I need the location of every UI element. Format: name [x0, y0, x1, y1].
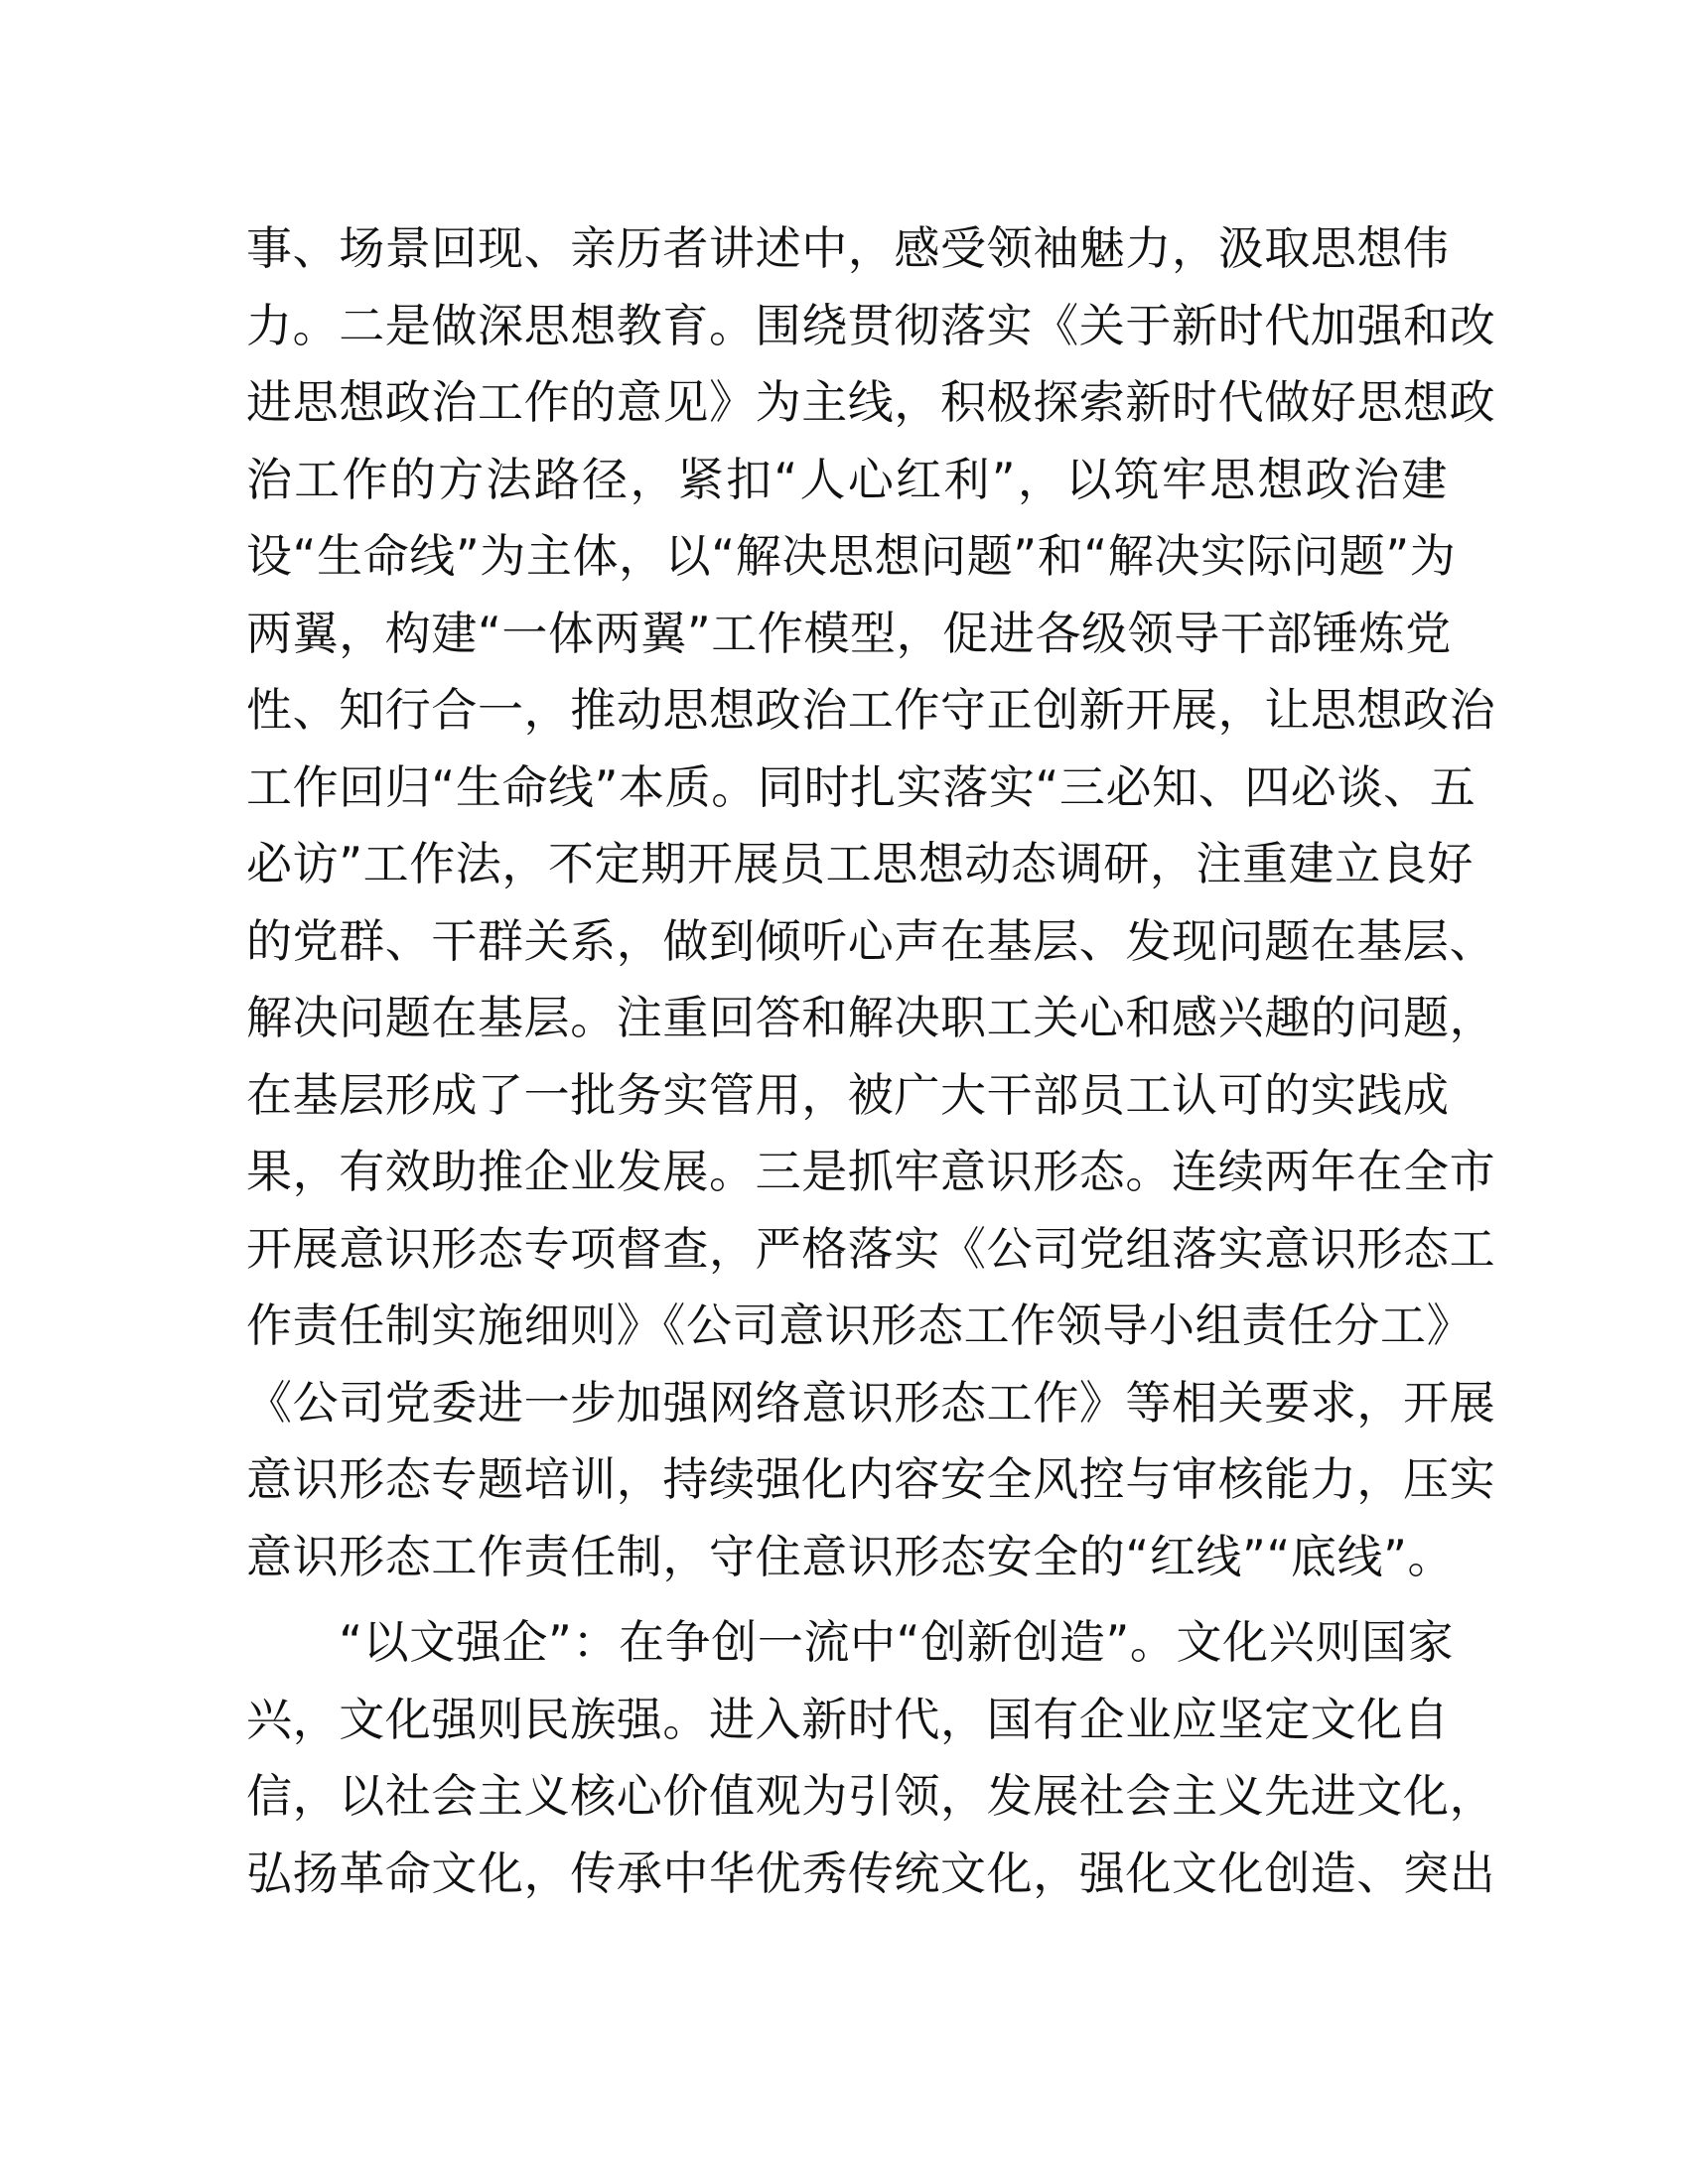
text-line: 开展意识形态专项督查，严格落实《公司党组落实意识形态工: [246, 1221, 1496, 1276]
text-line: 果，有效助推企业发展。三是抓牢意识形态。连续两年在全市: [246, 1145, 1496, 1198]
text-line: 解决问题在基层。注重回答和解决职工关心和感兴趣的问题，: [246, 991, 1496, 1044]
text-line: 《公司党委进一步加强网络意识形态工作》等相关要求，开展: [246, 1375, 1496, 1430]
text-line: 两翼，构建“一体两翼”工作模型，促进各级领导干部锤炼党: [246, 606, 1452, 660]
text-line: 意识形态工作责任制，守住意识形态安全的“红线”“底线”。: [246, 1529, 1455, 1583]
text-line: 的党群、干群关系，做到倾听心声在基层、发现问题在基层、: [246, 913, 1496, 968]
body-text: [246, 210, 1496, 1912]
text-line: 治工作的方法路径，紧扣“人心红利”，以筑牢思想政治建: [246, 452, 1448, 506]
text-line: 性、知行合一，推动思想政治工作守正创新开展，让思想政治: [246, 683, 1496, 737]
text-line: 弘扬革命文化，传承中华优秀传统文化，强化文化创造、突出: [246, 1845, 1496, 1900]
text-line: 在基层形成了一批务实管用，被广大干部员工认可的实践成: [246, 1067, 1450, 1122]
text-line: “以文强企”：在争创一流中“创新创造”。文化兴则国家: [246, 1615, 1455, 1669]
text-line: 必访”工作法，不定期开展员工思想动态调研，注重建立良好: [246, 837, 1475, 890]
text-line: 力。二是做深思想教育。围绕贯彻落实《关于新时代加强和改: [246, 298, 1496, 352]
text-line: 工作回归“生命线”本质。同时扎实落实“三必知、四必谈、五: [246, 759, 1477, 814]
text-line: 进思想政治工作的意见》为主线，积极探索新时代做好思想政: [246, 375, 1496, 429]
text-line: 信，以社会主义核心价值观为引领，发展社会主义先进文化，: [246, 1769, 1496, 1823]
text-line: 作责任制实施细则》《公司意识形态工作领导小组责任分工》: [246, 1298, 1474, 1352]
text-line: 兴，文化强则民族强。进入新时代，国有企业应坚定文化自: [246, 1692, 1450, 1746]
text-line: 事、场景回现、亲历者讲述中，感受领袖魅力，汲取思想伟: [246, 221, 1450, 275]
text-line: 意识形态专题培训，持续强化内容安全风控与审核能力，压实: [246, 1452, 1496, 1506]
text-line: 设“生命线”为主体，以“解决思想问题”和“解决实际问题”为: [246, 529, 1457, 583]
